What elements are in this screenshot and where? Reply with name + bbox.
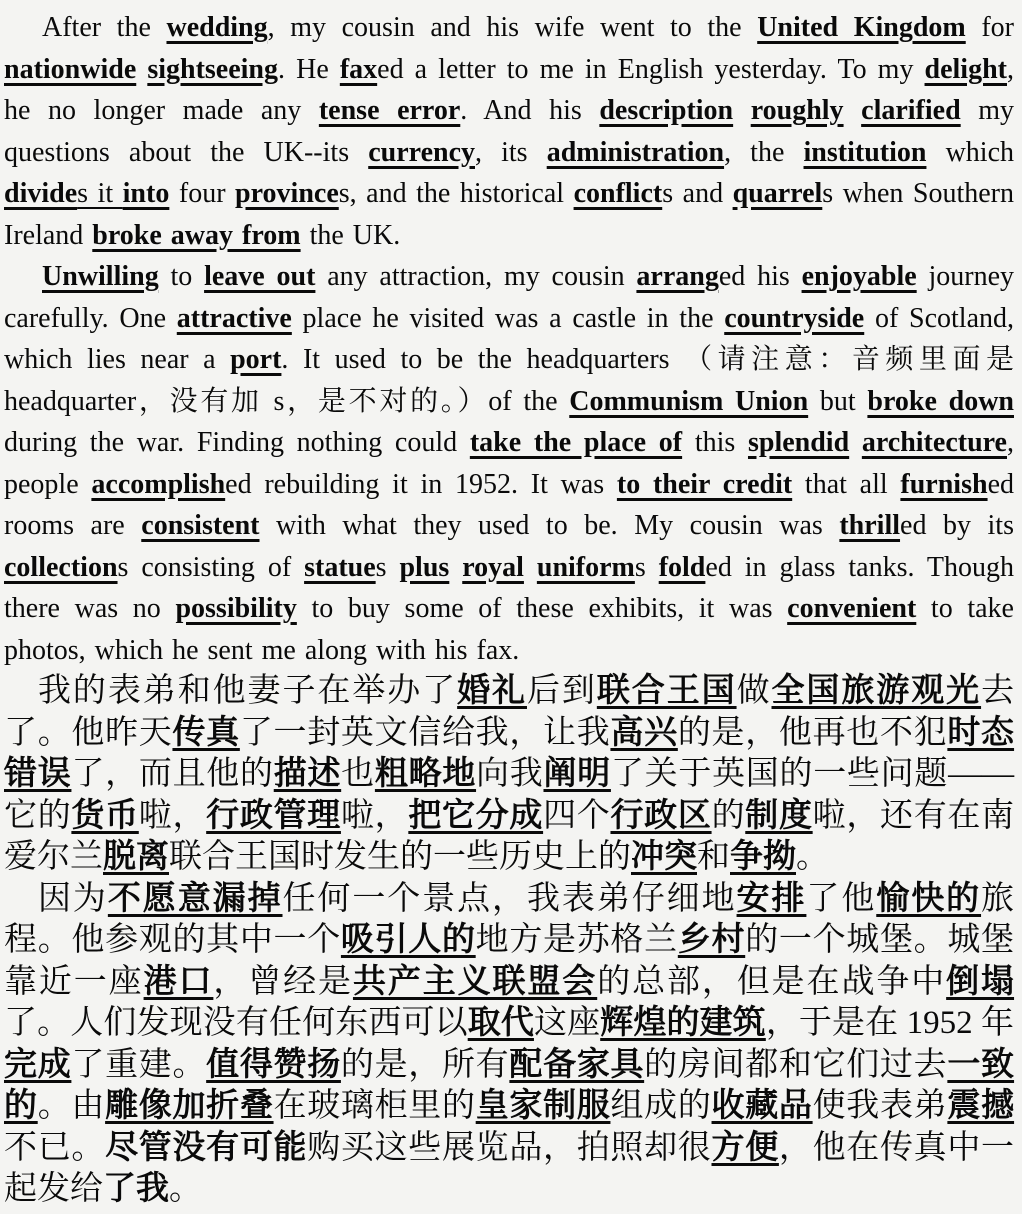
text-run: the UK.: [300, 219, 401, 251]
text-run: 向我: [476, 756, 544, 792]
highlighted-term: 制度: [745, 797, 813, 834]
text-run: 了重建。: [71, 1046, 207, 1083]
highlighted-term: convenient: [787, 593, 917, 624]
text-run: 这座: [533, 1005, 601, 1041]
highlighted-term: port: [230, 344, 282, 375]
highlighted-term: 婚礼: [457, 673, 527, 709]
highlighted-term: 尽管没有可能: [105, 1129, 308, 1166]
text-run: 啦，还有在南爱尔兰: [4, 797, 1015, 875]
highlighted-term: tense error: [318, 95, 461, 126]
highlighted-term: 一致的: [4, 1046, 1015, 1124]
highlighted-term: delight: [924, 53, 1007, 85]
text-run: [849, 427, 862, 458]
text-run: ed his: [718, 261, 802, 292]
highlighted-term: architecture: [861, 427, 1007, 458]
text-run: s and: [662, 178, 733, 209]
highlighted-term: wedding: [166, 12, 268, 43]
text-run: of Scotland, which lies near a: [4, 302, 1014, 375]
highlighted-term: 阐明: [543, 756, 611, 792]
highlighted-term: 时态错误: [4, 714, 1015, 792]
highlighted-term: 了我: [103, 1171, 169, 1207]
paragraph-english-1: [4, 7, 1014, 256]
text-run: , my cousin and his wife went to the: [267, 12, 758, 43]
highlighted-term: take the place of: [469, 427, 683, 458]
highlighted-term: attractive: [176, 302, 292, 334]
highlighted-term: clarified: [861, 95, 961, 126]
highlighted-term: 行政区: [610, 797, 712, 834]
text-run: . It used to be the headquarters （请注意：音频里面是 headquarter，没有加 s，是不对的。）of the: [4, 344, 1014, 417]
text-run: 的: [711, 797, 746, 834]
highlighted-term: 冲突: [631, 839, 697, 875]
text-run: s consisting of: [117, 551, 305, 583]
text-run: After the: [42, 12, 167, 43]
text-run: to buy some of these exhibits, it was: [296, 593, 788, 624]
text-run: ed in glass tanks. Though there was no: [4, 551, 1015, 624]
text-run: 地方是苏格兰: [475, 922, 678, 958]
highlighted-term: 震撼: [947, 1088, 1015, 1124]
highlighted-term: 配备家具: [509, 1046, 645, 1083]
text-run: 任何一个景点，我表弟仔细地: [282, 880, 737, 917]
text-run: 不已。: [4, 1129, 106, 1166]
highlighted-term: 值得赞扬: [206, 1046, 341, 1083]
highlighted-term: arrang: [636, 261, 719, 292]
highlighted-term: broke down: [867, 385, 1014, 417]
highlighted-term: Communism Union: [569, 385, 809, 417]
highlighted-term: furnish: [900, 468, 988, 500]
text-run: 啦，: [138, 797, 207, 834]
highlighted-term: institution: [803, 136, 927, 168]
text-run: 去了。他昨天: [4, 673, 1015, 751]
highlighted-term: plus: [399, 551, 450, 583]
highlighted-term: 粗略地: [374, 756, 477, 792]
text-run: 的是，他再也不犯: [677, 714, 948, 751]
text-run: [449, 552, 462, 583]
text-run: any attraction, my cousin: [315, 261, 637, 292]
text-run: 啦，: [340, 797, 409, 834]
highlighted-term: 愉快的: [876, 880, 982, 917]
highlighted-term: quarrel: [732, 178, 823, 209]
text-run: ，曾经是: [213, 963, 353, 1000]
text-run: 。由: [37, 1088, 106, 1124]
text-run: place he visited was a castle in the: [291, 302, 725, 334]
highlighted-term: enjoyable: [801, 261, 917, 292]
text-run: 了。人们发现没有任何东西可以: [4, 1005, 468, 1041]
text-run: 了，而且他的: [71, 756, 274, 792]
highlighted-term: 安排: [736, 880, 807, 917]
text-run: 。: [796, 839, 829, 875]
text-run: 的一个城堡。城堡靠近一座: [4, 922, 1015, 1000]
text-run: 我的表弟和他妻子在举办了: [38, 673, 458, 709]
highlighted-term: broke away from: [92, 219, 301, 251]
highlighted-term: fax: [339, 53, 378, 85]
text-run: my questions about the UK--its: [4, 95, 1015, 168]
highlighted-term: 共产主义联盟会: [352, 963, 598, 1000]
highlighted-term: 高兴: [610, 714, 678, 751]
highlighted-term: 完成: [4, 1046, 72, 1083]
text-run: 和: [697, 839, 730, 875]
highlighted-term: 取代: [467, 1005, 534, 1041]
highlighted-term: nationwide: [4, 53, 137, 85]
text-run: 。: [169, 1171, 202, 1207]
text-run: 也: [341, 756, 375, 792]
highlighted-term: roughly: [750, 95, 844, 126]
highlighted-term: currency: [368, 136, 475, 168]
text-run: to take photos, which he sent me along with his fax.: [4, 593, 1014, 666]
highlighted-term: 传真: [172, 714, 240, 751]
highlighted-term: statue: [304, 551, 376, 583]
text-run: 了他: [806, 880, 877, 917]
highlighted-term: United Kingdom: [757, 12, 966, 43]
text-run: ，于是在 1952 年: [765, 1005, 1015, 1041]
text-run: four: [169, 178, 236, 209]
highlighted-term: royal: [462, 551, 524, 583]
paragraph-chinese-translation-1: [4, 671, 1014, 879]
text-run: ed by its: [900, 510, 1014, 541]
text-run: 做: [736, 673, 772, 709]
highlighted-term: 收藏品: [711, 1088, 813, 1124]
text-run: [524, 552, 537, 583]
highlighted-term: 倒塌: [946, 963, 1015, 1000]
text-run: . He: [278, 53, 340, 85]
highlighted-term: countryside: [724, 302, 865, 334]
highlighted-term: 行政管理: [206, 797, 341, 834]
text-run: which: [926, 136, 1014, 168]
text-run: for: [965, 12, 1014, 43]
highlighted-term: administration: [546, 136, 725, 168]
text-run: but: [808, 385, 868, 417]
highlighted-term: thrill: [839, 510, 901, 541]
highlighted-term: 吸引人的: [340, 922, 476, 958]
text-run: that all: [792, 468, 901, 500]
highlighted-term: s it: [77, 178, 123, 209]
text-run: s: [375, 551, 400, 583]
highlighted-term: 联合王国: [596, 673, 737, 709]
text-run: 联合王国时发生的一些历史上的: [169, 839, 631, 875]
paragraph-chinese-translation-2: [4, 879, 1014, 1211]
highlighted-term: leave out: [204, 261, 316, 292]
text-run: with what they used to be. My cousin was: [259, 510, 840, 541]
text-run: 旅程。他参观的其中一个: [4, 880, 1015, 958]
text-run: , people: [4, 427, 1014, 500]
highlighted-term: 港口: [143, 963, 214, 1000]
highlighted-term: splendid: [747, 427, 850, 458]
text-run: ，他在传真中一起发给: [4, 1129, 1015, 1207]
text-run: 在玻璃柜里的: [273, 1088, 476, 1124]
text-run: journey carefully. One: [4, 261, 1014, 334]
highlighted-term: into: [122, 178, 170, 209]
text-run: , he no longer made any: [4, 53, 1014, 126]
highlighted-term: to their credit: [616, 468, 793, 500]
highlighted-term: 把它分成: [408, 797, 544, 834]
highlighted-term: 方便: [711, 1129, 779, 1166]
highlighted-term: uniform: [536, 551, 635, 583]
text-run: s: [634, 551, 659, 583]
text-run: 后到: [526, 673, 597, 709]
text-run: , its: [475, 136, 547, 168]
text-run: [136, 54, 147, 85]
text-run: this: [682, 427, 748, 458]
highlighted-term: accomplish: [91, 468, 226, 500]
text-run: 使我表弟: [812, 1088, 948, 1124]
paragraph-english-2: [4, 256, 1014, 671]
text-run: 组成的: [610, 1088, 712, 1124]
text-run: 因为: [38, 880, 108, 917]
text-run: 了关于英国的一些问题——它的: [4, 756, 1015, 834]
text-run: [733, 95, 751, 126]
highlighted-term: Unwilling: [42, 261, 159, 292]
text-run: ed rooms are: [4, 468, 1014, 541]
highlighted-term: 全国旅游观光: [771, 673, 982, 709]
text-run: 了一封英文信给我，让我: [239, 714, 611, 751]
highlighted-term: description: [599, 95, 734, 126]
highlighted-term: 皇家制服: [475, 1088, 611, 1124]
text-run: ed a letter to me in English yesterday. To my: [377, 53, 925, 85]
highlighted-term: province: [235, 178, 339, 209]
text-run: 的是，所有: [340, 1046, 510, 1083]
highlighted-term: possibility: [175, 593, 297, 624]
text-run: s, and the historical: [338, 178, 574, 209]
highlighted-term: 辉煌的建筑: [600, 1005, 766, 1041]
text-run: s when Southern Ireland: [4, 178, 1014, 251]
text-run: to: [158, 261, 205, 292]
highlighted-term: 不愿意漏掉: [107, 880, 283, 917]
text-run: 的总部，但是在战争中: [597, 963, 947, 1000]
highlighted-term: 描述: [273, 756, 342, 792]
highlighted-term: collection: [4, 551, 118, 583]
highlighted-term: 货币: [71, 797, 139, 834]
highlighted-term: conflict: [573, 178, 663, 209]
highlighted-term: 乡村: [677, 922, 746, 958]
highlighted-term: 争拗: [730, 839, 796, 875]
text-run: 购买这些展览品，拍照却很: [307, 1129, 712, 1166]
highlighted-term: consistent: [141, 510, 260, 541]
highlighted-term: 脱离: [103, 839, 169, 875]
text-run: ed rebuilding it in 1952. It was: [225, 468, 617, 500]
text-run: during the war. Finding nothing could: [4, 427, 470, 458]
text-run: . And his: [460, 95, 600, 126]
text-run: 的房间都和它们过去: [644, 1046, 948, 1083]
highlighted-term: divide: [4, 178, 78, 209]
highlighted-term: fold: [658, 551, 706, 583]
text-run: , the: [724, 136, 804, 168]
highlighted-term: sightseeing: [147, 53, 279, 85]
text-run: [844, 95, 862, 126]
text-run: 四个: [543, 797, 611, 834]
highlighted-term: 雕像加折叠: [105, 1088, 274, 1124]
